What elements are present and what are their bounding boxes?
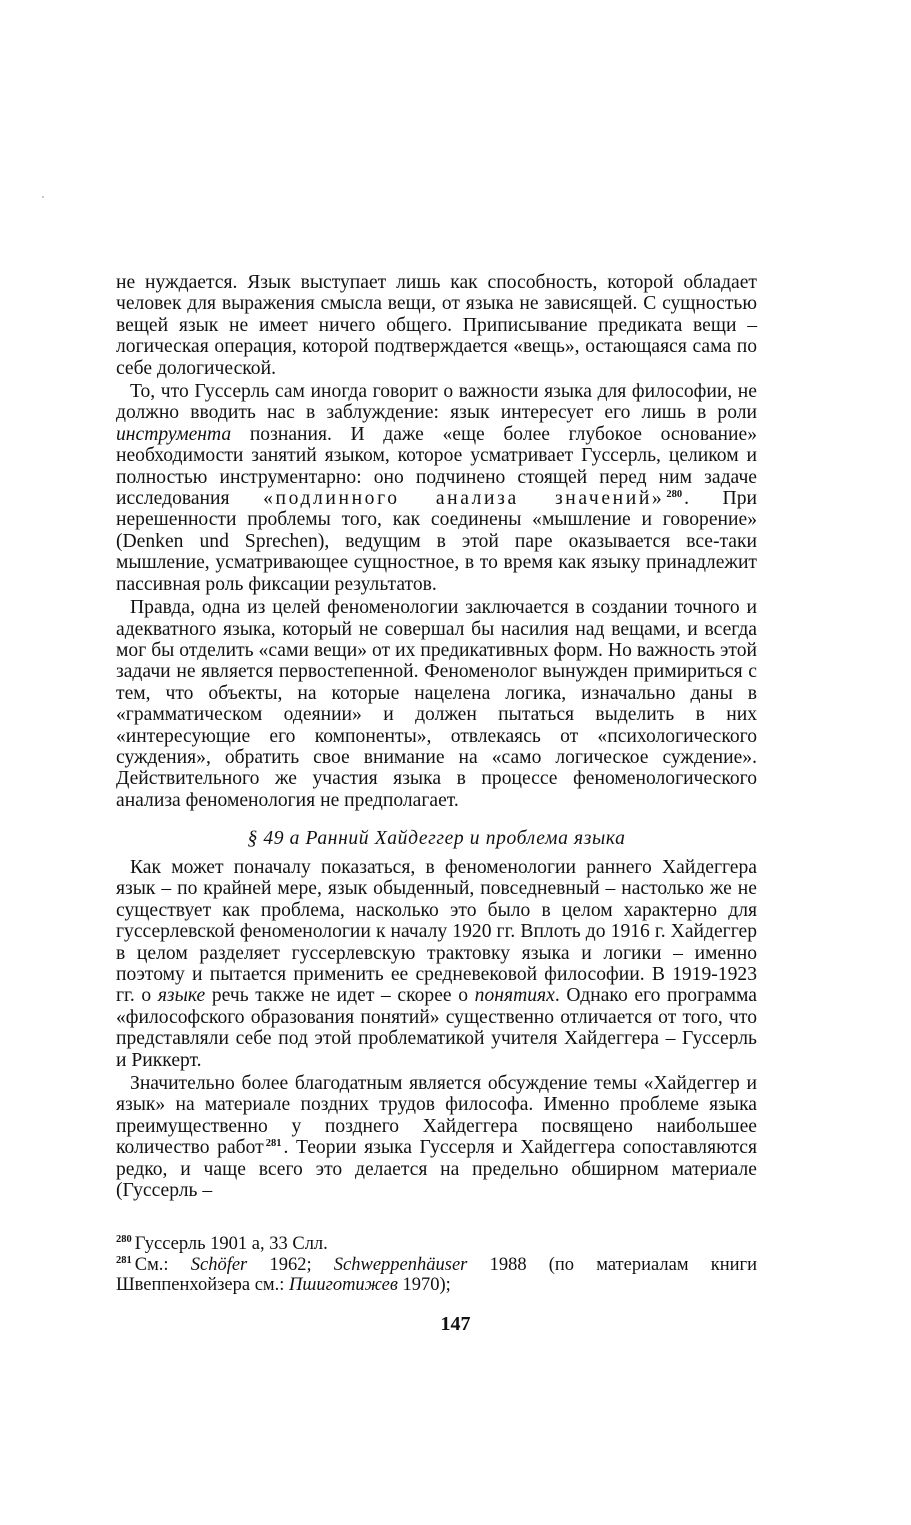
footnotes <box>116 1234 757 1296</box>
page-number: 147 <box>440 1313 471 1335</box>
section-heading: § 49 а Ранний Хайдеггер и проблема языка <box>247 828 626 849</box>
footnote-ref-280[interactable]: 280 <box>666 489 683 501</box>
emphasis-language: языке <box>157 985 206 1007</box>
paragraph-5: Значительно более благодатным является обсуждение темы «Хайдеггер и язык» на материале поздних трудов философа. Именно проблеме языка преимущественно у позднего Хайдеггера посвящено наибольшее количество работ $^{281}$ . Теории языка Гуссерля и Хайдеггера сопоставляются редко, и чаще всего это делается на предельно обширном материале (Гуссерль – <box>116 1073 757 1202</box>
paragraph-1: не нуждается. Язык выступает лишь как способность, которой обладает человек для выражения смысла вещи, от языка не зависящей. С сущностью вещей язык не имеет ничего общего. Приписывание предиката вещи – логическая операция, которой подтверждается «вещь», остающаяся сама по себе дологической. <box>116 272 757 379</box>
main-text <box>116 272 757 811</box>
paragraph-4: Как может поначалу показаться, в феноменологии раннего Хайдеггера язык – по крайней мере, язык обыденный, повседневный – настолько же не существует как проблема, насколько это было в целом характерно для гуссерлевской феноменологии к началу 1920 гг. Вплоть до 1916 г. Хайдеггер в целом разделяет гуссерлевскую трактовку языка и логики – именно поэтому и пытается применить ее средневековой философии. В 1919-1923 гг. о языке речь также не идет – скорее о понятиях. Однако его программа «философского образования понятий» существенно отличается от того, что представляли себе под этой проблематикой учителя Хайдеггера – Гуссерль и Риккерт. <box>116 857 757 1071</box>
footnote-281: $^{281}$ См.: Schöfer 1962; Schweppenhäuser 1988 (по материалам книги Швеппенхойзера см.: Пшиготижев 1970); <box>116 1254 757 1295</box>
spaced-quote: «подлинного анализа значений» <box>263 488 665 510</box>
paragraph-2: То, что Гуссерль сам иногда говорит о важности языка для философии, не должно вводить нас в заблуждение: язык интересует его лишь в роли инструмента познания. И даже «еще более глубокое основание» необходимости занятий языком, которое усматривает Гуссерль, целиком и полностью инструментарно: оно подчинено стоящей перед ним задаче исследования «подлинного анализа значений» $^{280}$ . При нерешенности проблемы того, как соединены «мышление и говорение» (Denken und Sprechen), ведущим в этой паре оказывается все-таки мышление, усматривающее сущностное, в то время как языку принадлежит пассивная роль фиксации результатов. <box>116 381 757 595</box>
emphasis-concepts: понятиях <box>474 985 555 1007</box>
scan-artifact <box>42 196 44 198</box>
paragraph-3: Правда, одна из целей феноменологии заключается в создании точного и адекватного языка, который не совершал бы насилия над вещами, и всегда мог бы отделить «сами вещи» от их предикативных форм. Но важность этой задачи не является первостепенной. Феноменолог вынужден примириться с тем, что объекты, на которые нацелена логика, изначально даны в «грамматическом одеянии» и должен пытаться выделить в них «интересующие его компоненты», отвлекаясь от «психологического суждения», обратить свое внимание на «само логическое суждение». Действительного же участия языка в процессе феноменологического анализа феноменология не предполагает. <box>116 597 757 811</box>
section-text <box>116 857 757 1202</box>
emphasis-instrument: инструмента <box>116 423 232 445</box>
footnote-ref-281[interactable]: 281 <box>265 1138 282 1150</box>
footnote-280: $^{280}$ Гуссерль 1901 а, 33 Слл. <box>116 1234 328 1254</box>
